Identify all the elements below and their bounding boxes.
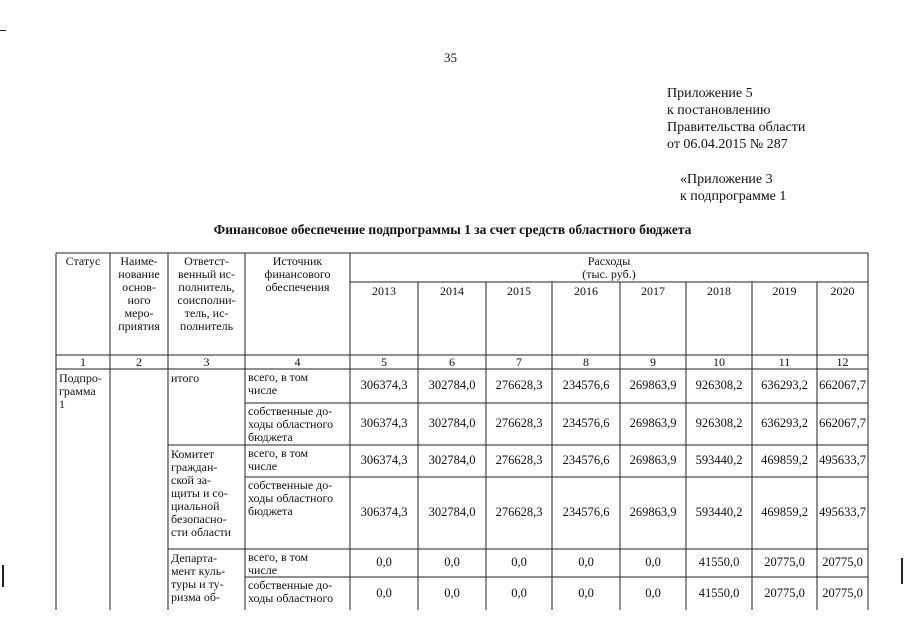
header-status: Статус <box>65 255 101 268</box>
expense-value-cell: 269863,9 <box>629 417 677 430</box>
expense-value-cell: 20775,0 <box>764 556 805 569</box>
header-year: 2018 <box>707 285 731 298</box>
appendix-line: Правительства области <box>667 120 806 135</box>
appendix-line: Приложение 5 <box>667 86 753 101</box>
appendix-line: от 06.04.2015 № 287 <box>667 137 788 152</box>
expense-value-cell: 0,0 <box>578 556 594 569</box>
expense-value-cell: 495633,7 <box>819 506 866 519</box>
header-year: 2019 <box>772 285 797 298</box>
expense-value-cell: 306374,3 <box>360 417 408 430</box>
expense-value-cell: 302784,0 <box>428 417 476 430</box>
expense-value-cell: 926308,2 <box>695 379 743 392</box>
appendix-sub-line: «Приложение 3 <box>680 172 773 187</box>
column-number: 12 <box>836 356 849 369</box>
funding-source-cell: собственные до- ходы областного бюджета <box>248 405 334 444</box>
column-number: 11 <box>778 356 791 369</box>
expense-value-cell: 234576,6 <box>562 379 610 392</box>
expense-value-cell: 20775,0 <box>822 586 863 600</box>
column-number: 6 <box>449 356 455 369</box>
column-number: 3 <box>203 356 210 369</box>
document-title: Финансовое обеспечение подпрограммы 1 за счет средств областного бюджета <box>213 222 692 237</box>
expense-value-cell: 0,0 <box>444 556 460 569</box>
expense-value-cell: 926308,2 <box>695 417 743 430</box>
appendix-line: к постановлению <box>667 103 771 118</box>
funding-source-cell: всего, в том числе <box>248 371 309 397</box>
expense-value-cell: 0,0 <box>511 556 527 569</box>
column-number: 8 <box>583 356 589 369</box>
expense-value-cell: 495633,7 <box>819 454 866 467</box>
expense-value-cell: 269863,9 <box>629 506 677 519</box>
expense-value-cell: 0,0 <box>645 556 661 569</box>
column-number: 5 <box>381 356 387 369</box>
expense-value-cell: 662067,7 <box>819 379 866 392</box>
column-number: 9 <box>650 356 656 369</box>
expense-value-cell: 20775,0 <box>764 586 805 600</box>
responsible-cell: Комитет граждан- ской за- щиты и со- циальной безопасно- сти области <box>171 448 232 539</box>
expense-value-cell: 276628,3 <box>495 506 543 519</box>
header-year: 2020 <box>830 285 855 298</box>
expense-value-cell: 234576,6 <box>562 506 610 519</box>
expense-value-cell: 0,0 <box>376 556 392 569</box>
responsible-cell: итого <box>171 372 200 385</box>
expense-value-cell: 302784,0 <box>428 506 476 519</box>
expense-value-cell: 306374,3 <box>360 454 408 467</box>
expense-value-cell: 636293,2 <box>761 417 808 430</box>
expense-value-cell: 636293,2 <box>761 379 808 392</box>
header-responsible: Ответст- венный ис- полнитель, соисполни- тель, ис- полнитель <box>177 255 236 333</box>
expense-value-cell: 0,0 <box>578 586 594 600</box>
expense-value-cell: 269863,9 <box>629 379 677 392</box>
column-number: 1 <box>80 356 86 369</box>
expense-value-cell: 269863,9 <box>629 454 677 467</box>
header-year: 2015 <box>507 285 531 298</box>
expense-value-cell: 306374,3 <box>360 379 408 392</box>
header-event-name: Наиме- нование основ- ного меро- приятия <box>118 255 160 333</box>
responsible-cell: Департа- мент куль- туры и ту- ризма об- <box>171 552 226 604</box>
expense-value-cell: 276628,3 <box>495 379 543 392</box>
status-cell: Подпро- грамма 1 <box>59 372 102 411</box>
expense-value-cell: 469859,2 <box>761 454 808 467</box>
header-year: 2013 <box>372 285 396 298</box>
expense-value-cell: 41550,0 <box>698 556 740 569</box>
funding-source-cell: собственные до- ходы областного <box>248 579 334 605</box>
header-year: 2017 <box>641 285 665 298</box>
expense-value-cell: 234576,6 <box>562 454 610 467</box>
page-number: 35 <box>444 50 457 65</box>
expense-value-cell: 41550,0 <box>698 586 740 600</box>
funding-source-cell: всего, в том числе <box>248 551 309 577</box>
expense-value-cell: 0,0 <box>444 586 460 600</box>
expense-value-cell: 593440,2 <box>695 506 743 519</box>
header-year: 2014 <box>440 285 464 298</box>
expense-value-cell: 0,0 <box>645 586 661 600</box>
expense-value-cell: 20775,0 <box>822 556 863 569</box>
expense-value-cell: 0,0 <box>511 586 527 600</box>
expense-value-cell: 234576,6 <box>562 417 610 430</box>
expense-value-cell: 306374,3 <box>360 506 408 519</box>
header-funding-source: Источник финансового обеспечения <box>264 255 331 294</box>
appendix-sub-line: к подпрограмме 1 <box>680 189 787 204</box>
expense-value-cell: 0,0 <box>376 586 392 600</box>
header-year: 2016 <box>574 285 598 298</box>
expense-value-cell: 662067,7 <box>819 417 866 430</box>
expense-value-cell: 276628,3 <box>495 417 543 430</box>
funding-source-cell: собственные до- ходы областного бюджета <box>248 479 334 518</box>
header-expenses: Расходы (тыс. руб.) <box>582 255 636 281</box>
expense-value-cell: 302784,0 <box>428 379 476 392</box>
column-number: 4 <box>294 356 301 369</box>
funding-source-cell: всего, в том числе <box>248 447 309 473</box>
column-number: 10 <box>713 356 725 369</box>
expense-value-cell: 469859,2 <box>761 506 808 519</box>
column-number: 2 <box>136 356 142 369</box>
expense-value-cell: 593440,2 <box>695 454 743 467</box>
expense-value-cell: 302784,0 <box>428 454 476 467</box>
expense-value-cell: 276628,3 <box>495 454 543 467</box>
column-number: 7 <box>516 356 522 369</box>
